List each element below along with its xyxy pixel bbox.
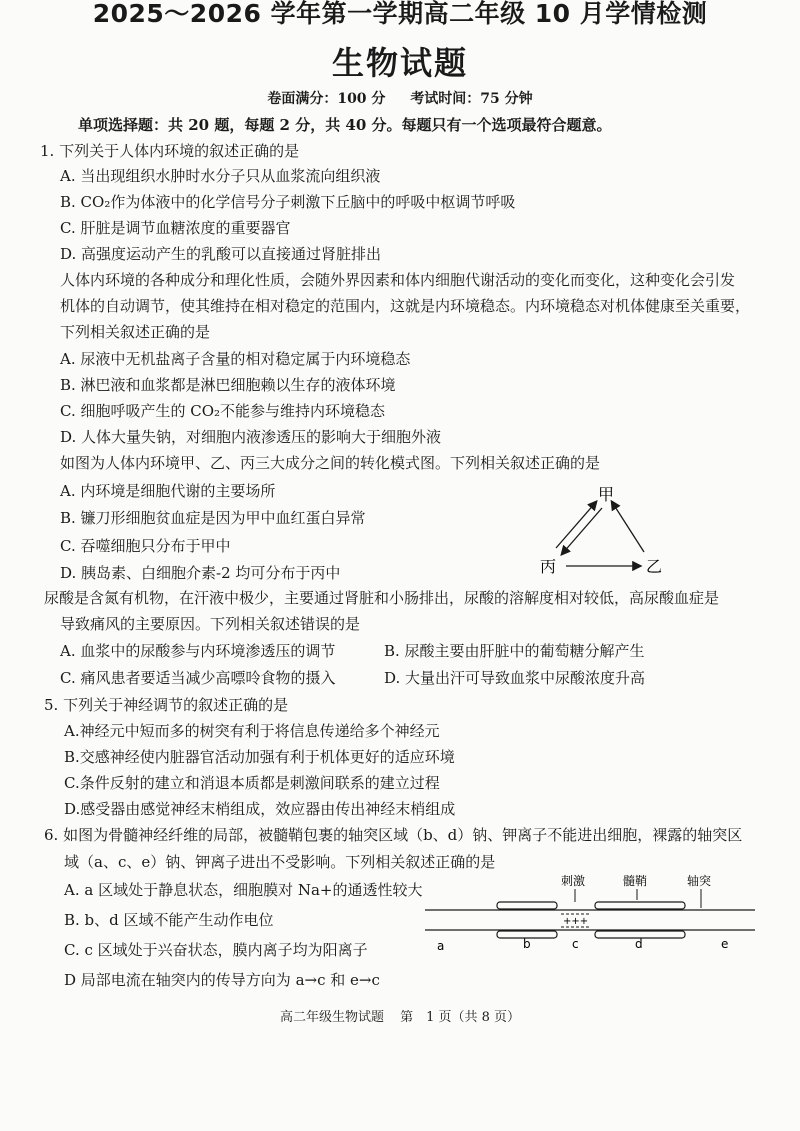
question-4-option-a: A. 血浆中的尿酸参与内环境渗透压的调节 [60, 642, 336, 660]
label-yi: 乙 [646, 557, 663, 576]
question-6-stem-line-2: 域（a、c、e）钠、钾离子进出不受影响。下列相关叙述正确的是 [64, 853, 496, 871]
full-score: 卷面满分：100 分 [267, 91, 386, 107]
question-6-option-d: D 局部电流在轴突内的传导方向为 a→c 和 e→c [64, 971, 380, 989]
question-2-stem-line-1: 人体内环境的各种成分和理化性质，会随外界因素和体内细胞代谢活动的变化而变化，这种变化会引发 [60, 271, 736, 289]
question-3-option-b: B. 镰刀形细胞贫血症是因为甲中血红蛋白异常 [60, 509, 366, 527]
region-a-label: a [437, 939, 445, 952]
myelin-sheath-b-top [497, 902, 557, 909]
label-jia: 甲 [598, 485, 615, 504]
region-b-label: b [523, 937, 531, 951]
exam-title: 2025～2026 学年第一学期高二年级 10 月学情检测 [92, 0, 708, 28]
question-3-option-d: D. 胰岛素、白细胞介素-2 均可分布于丙中 [60, 564, 341, 582]
question-3-stem: 如图为人体内环境甲、乙、丙三大成分之间的转化模式图。下列相关叙述正确的是 [60, 454, 601, 472]
question-5-option-b: B.交感神经使内脏器官活动加强有利于机体更好的适应环境 [64, 748, 455, 766]
question-2-option-a: A. 尿液中无机盐离子含量的相对稳定属于内环境稳态 [60, 350, 411, 368]
question-4-stem-line-1: 尿酸是含氮有机物，在汗液中极少，主要通过肾脏和小肠排出，尿酸的溶解度相对较低，高尿酸血症是 [44, 589, 720, 607]
question-4-option-b: B. 尿酸主要由肝脏中的葡萄糖分解产生 [384, 642, 645, 660]
question-1-option-a: A. 当出现组织水肿时水分子只从血浆流向组织液 [60, 167, 381, 185]
question-5-option-a: A.神经元中短而多的树突有利于将信息传递给多个神经元 [64, 722, 440, 740]
section-instruction: 单项选择题：共 20 题，每题 2 分，共 40 分。每题只有一个选项最符合题意。 [78, 116, 612, 134]
question-1-option-d: D. 高强度运动产生的乳酸可以直接通过肾脏排出 [60, 245, 382, 263]
question-6-option-c: C. c 区域处于兴奋状态，膜内离子均为阳离子 [64, 941, 368, 959]
exam-meta [0, 88, 800, 108]
question-5-option-d: D.感受器由感觉神经末梢组成，效应器由传出神经末梢组成 [64, 800, 456, 818]
question-5-stem: 5. 下列关于神经调节的叙述正确的是 [44, 696, 289, 714]
label-bing: 丙 [540, 557, 557, 576]
question-4-stem-line-2: 导致痛风的主要原因。下列相关叙述错误的是 [60, 615, 361, 633]
question-6-stem-line-1: 6. 如图为骨髓神经纤维的局部，被髓鞘包裹的轴突区域（b、d）钠、钾离子不能进出细胞，裸露的轴突区 [44, 826, 743, 844]
question-4-option-d: D. 大量出汗可导致血浆中尿酸浓度升高 [384, 669, 646, 687]
question-5-option-c: C.条件反射的建立和消退本质都是刺激间联系的建立过程 [64, 774, 440, 792]
question-2-option-c: C. 细胞呼吸产生的 CO₂不能参与维持内环境稳态 [60, 402, 386, 420]
region-e-label: e [721, 937, 729, 951]
question-3-option-a: A. 内环境是细胞代谢的主要场所 [60, 482, 276, 500]
question-1-stem: 1. 下列关于人体内环境的叙述正确的是 [40, 142, 300, 160]
region-c-label: c [572, 937, 579, 951]
myelin-sheath-d-top [595, 902, 685, 909]
arrow-jia-to-bing [562, 508, 602, 554]
node-c-charges: +++ [563, 916, 589, 927]
footer-page-number: 第 1 页（共 8 页） [400, 1010, 521, 1025]
nerve-fiber-diagram [425, 872, 760, 952]
question-4-option-c: C. 痛风患者要适当减少高嘌呤食物的摄入 [60, 669, 336, 687]
question-3-option-c: C. 吞噬细胞只分布于甲中 [60, 537, 231, 555]
question-1-option-b: B. CO₂作为体液中的化学信号分子刺激下丘脑中的呼吸中枢调节呼吸 [60, 193, 516, 211]
question-2-option-b: B. 淋巴液和血浆都是淋巴细胞赖以生存的液体环境 [60, 376, 396, 394]
question-6-option-b: B. b、d 区域不能产生动作电位 [64, 911, 274, 929]
arrow-yi-to-jia [612, 502, 644, 552]
question-6-option-a: A. a 区域处于静息状态，细胞膜对 Na+的通透性较大 [64, 881, 423, 899]
question-2-option-d: D. 人体大量失钠，对细胞内液渗透压的影响大于细胞外液 [60, 428, 442, 446]
region-d-label: d [635, 937, 643, 951]
arrow-bing-to-jia [556, 502, 596, 548]
label-myelin: 髓鞘 [623, 874, 648, 888]
label-axon: 轴突 [687, 874, 712, 888]
body-fluid-diagram [540, 482, 680, 578]
question-2-stem-line-3: 下列相关叙述正确的是 [60, 323, 211, 341]
exam-time: 考试时间：75 分钟 [410, 91, 533, 107]
question-1-option-c: C. 肝脏是调节血糖浓度的重要器官 [60, 219, 291, 237]
label-stimulus: 刺激 [561, 874, 586, 888]
page-footer [0, 1006, 800, 1025]
question-2-stem-line-2: 机体的自动调节，使其维持在相对稳定的范围内，这就是内环境稳态。内环境稳态对机体健康至关重要， [60, 297, 751, 315]
subject-title: 生物试题 [331, 44, 468, 82]
footer-subject: 高二年级生物试题 [279, 1010, 384, 1025]
